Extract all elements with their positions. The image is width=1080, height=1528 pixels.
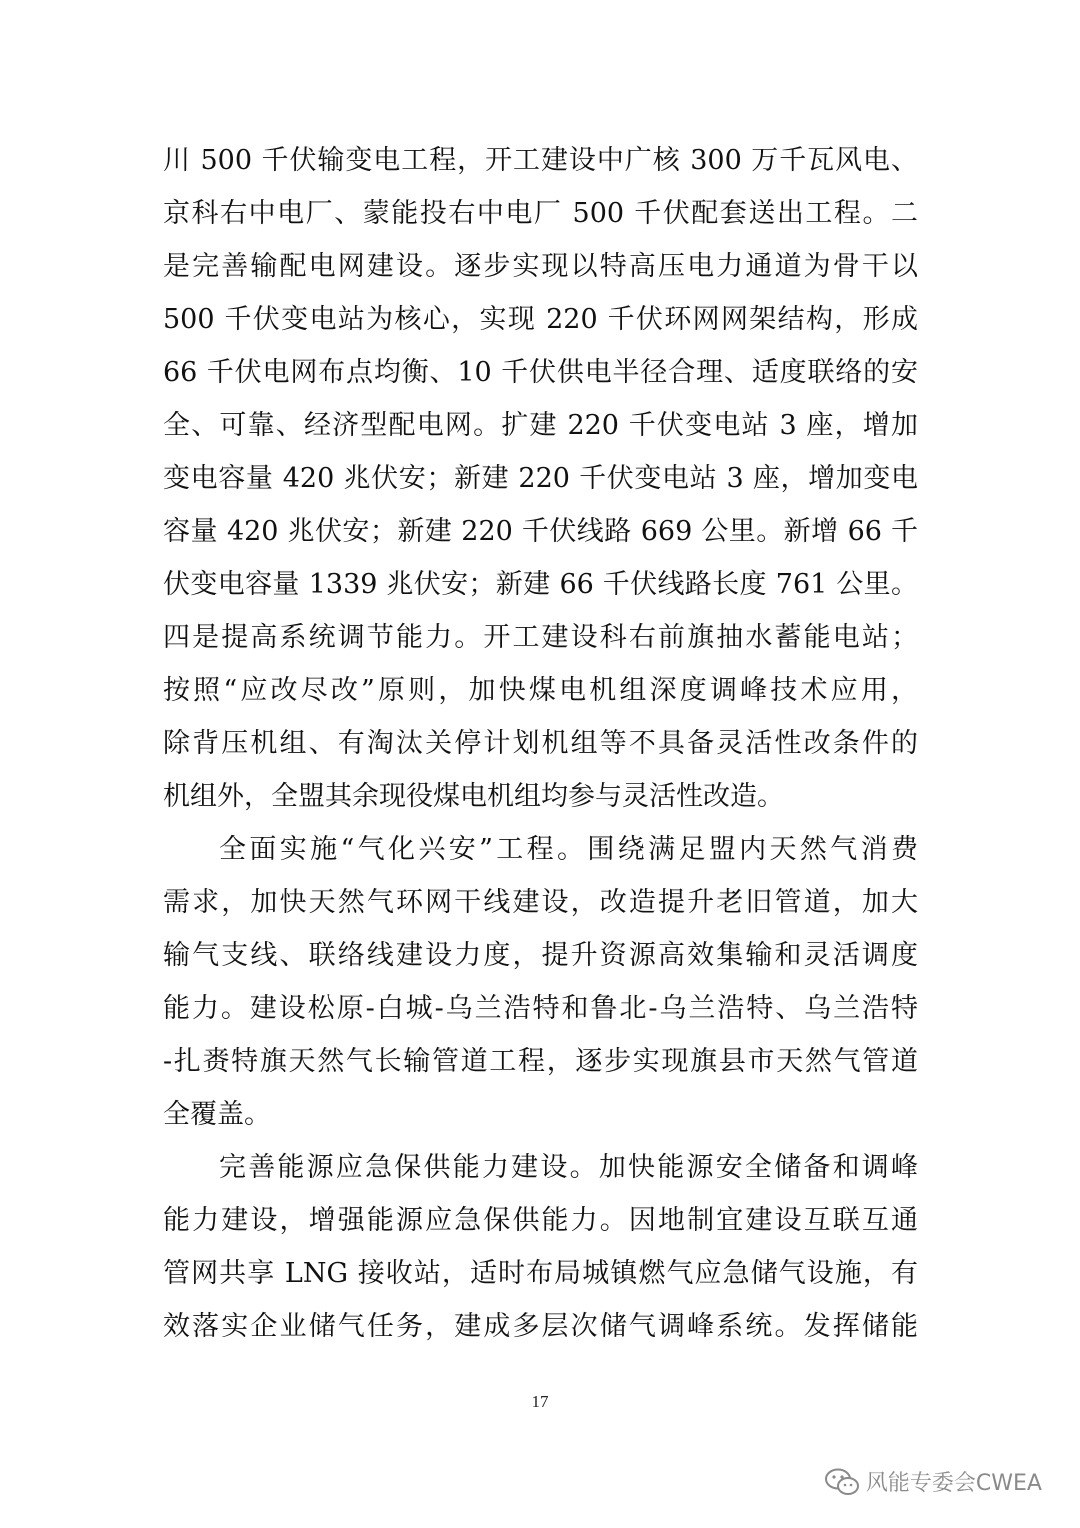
text-line: 输气支线、联络线建设力度，提升资源高效集输和灵活调度 <box>163 940 918 971</box>
text-line: 机组外，全盟其余现役煤电机组均参与灵活性改造。 <box>163 781 784 812</box>
text-line: 能力建设，增强能源应急保供能力。因地制宜建设互联互通 <box>163 1205 918 1236</box>
text-line: 除背压机组、有淘汰关停计划机组等不具备灵活性改条件的 <box>163 728 918 759</box>
watermark-text: 风能专委会CWEA <box>865 1471 1042 1496</box>
text-line: 容量 420 兆伏安；新建 220 千伏线路 669 公里。新增 66 千 <box>163 516 918 547</box>
text-line: 全覆盖。 <box>163 1099 271 1130</box>
text-line: 需求，加快天然气环网干线建设，改造提升老旧管道，加大 <box>163 887 918 918</box>
wechat-icon <box>824 1468 860 1496</box>
text-line: 完善能源应急保供能力建设。加快能源安全储备和调峰 <box>219 1152 918 1183</box>
text-line: 变电容量 420 兆伏安；新建 220 千伏变电站 3 座，增加变电 <box>163 463 918 494</box>
text-line: 川 500 千伏输变电工程，开工建设中广核 300 万千瓦风电、 <box>163 145 918 176</box>
text-line: 效落实企业储气任务，建成多层次储气调峰系统。发挥储能 <box>163 1311 918 1342</box>
text-line: 是完善输配电网建设。逐步实现以特高压电力通道为骨干以 <box>163 251 918 282</box>
text-line: 66 千伏电网布点均衡、10 千伏供电半径合理、适度联络的安 <box>163 357 918 388</box>
text-line: 全面实施“气化兴安”工程。围绕满足盟内天然气消费 <box>219 834 918 865</box>
text-line: 按照“应改尽改”原则，加快煤电机组深度调峰技术应用， <box>163 675 918 706</box>
text-line: 500 千伏变电站为核心，实现 220 千伏环网网架结构，形成 <box>163 304 918 335</box>
text-line: 全、可靠、经济型配电网。扩建 220 千伏变电站 3 座，增加 <box>163 410 918 441</box>
text-line: 能力。建设松原-白城-乌兰浩特和鲁北-乌兰浩特、乌兰浩特 <box>163 993 918 1024</box>
watermark <box>824 1466 1042 1497</box>
text-line: 四是提高系统调节能力。开工建设科右前旗抽水蓄能电站； <box>163 622 918 653</box>
page-number: 17 <box>531 1392 549 1411</box>
body-text <box>163 134 918 1353</box>
text-line: 京科右中电厂、蒙能投右中电厂 500 千伏配套送出工程。二 <box>163 198 918 229</box>
text-line: 伏变电容量 1339 兆伏安；新建 66 千伏线路长度 761 公里。 <box>163 569 918 600</box>
text-line: -扎赉特旗天然气长输管道工程，逐步实现旗县市天然气管道 <box>163 1046 918 1077</box>
text-line: 管网共享 LNG 接收站，适时布局城镇燃气应急储气设施，有 <box>163 1258 918 1289</box>
